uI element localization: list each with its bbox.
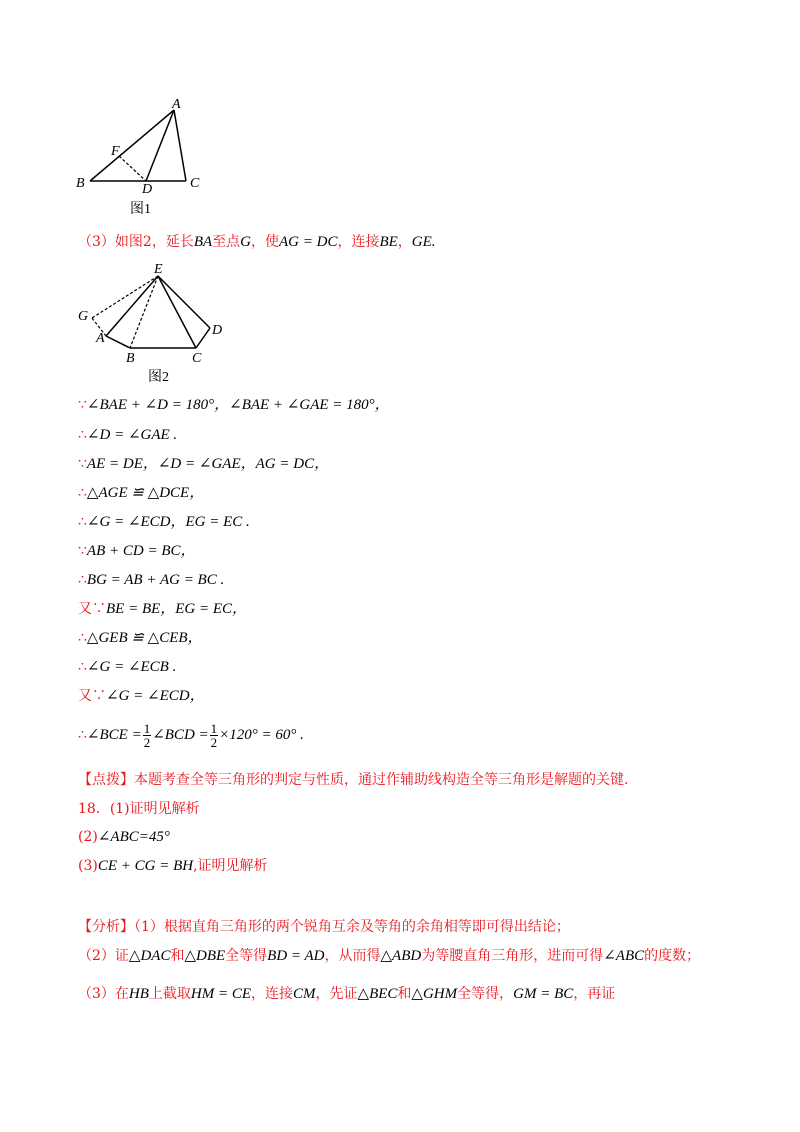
proof-line-7: ∴BG = AB + AG = BC . [78,572,225,588]
label-A: A [172,97,181,112]
proof-line-2: ∴∠D = ∠GAE . [78,427,178,443]
q18-answer-2: (2)∠ABC=45° [78,829,170,845]
label-G: G [78,309,89,324]
label-C: C [190,176,200,191]
part3-heading: （3）如图2，延长BA至点G，使AG = DC，连接BE，GE. [78,234,436,250]
label-D: D [142,182,153,195]
figure-1-caption: 图1 [130,202,151,217]
proof-line-4: ∴△AGE ≌ △DCE， [78,485,205,501]
label-A: A [96,331,105,346]
proof-line-11: 又∵∠G = ∠ECD， [78,688,205,704]
label-F: F [111,144,120,159]
label-E: E [154,262,163,277]
q18-answer-3: (3)CE + CG = BH,证明见解析 [78,858,268,874]
proof-line-3: ∵AE = DE，∠D = ∠GAE，AG = DC， [78,456,330,472]
figure-1 [70,95,220,195]
label-B: B [126,351,135,366]
proof-final-line: ∴∠BCE = $\frac{1}{2}$ ∠BCD = $\frac{1}{2}$ ×120° = 60° . [78,720,304,750]
proof-line-10: ∴∠G = ∠ECB . [78,659,177,675]
proof-line-5: ∴∠G = ∠ECD，EG = EC . [78,514,250,530]
proof-line-1: ∵∠BAE + ∠D = 180°，∠BAE + ∠GAE = 180°， [78,397,390,413]
analysis-line-1: 【分析】（1）根据直角三角形的两个锐角互余及等角的余角相等即可得出结论； [78,919,570,935]
label-C: C [192,351,202,366]
figure-2 [70,262,240,372]
fraction-half-1: $\frac{1}{2}$ [143,720,151,750]
tip-line: 【点拨】本题考查全等三角形的判定与性质，通过作辅助线构造全等三角形是解题的关键. [78,772,629,788]
label-D: D [212,323,223,338]
proof-line-6: ∵AB + CD = BC， [78,543,196,559]
q18-title: 18．(1)证明见解析 [78,801,200,817]
analysis-line-3: （3）在HB上截取HM = CE，连接CM，先证△BEC和△GHM全等得，GM = BC，再证 [78,986,616,1002]
proof-line-9: ∴△GEB ≌ △CEB， [78,630,203,646]
label-B: B [76,176,85,191]
fraction-half-2: $\frac{1}{2}$ [210,720,218,750]
figure-2-caption: 图2 [148,370,169,385]
analysis-line-2: （2）证△DAC和△DBE全等得BD = AD，从而得△ABD为等腰直角三角形，进而可得∠ABC的度数； [78,948,701,964]
proof-line-8: 又∵BE = BE，EG = EC， [78,601,248,617]
